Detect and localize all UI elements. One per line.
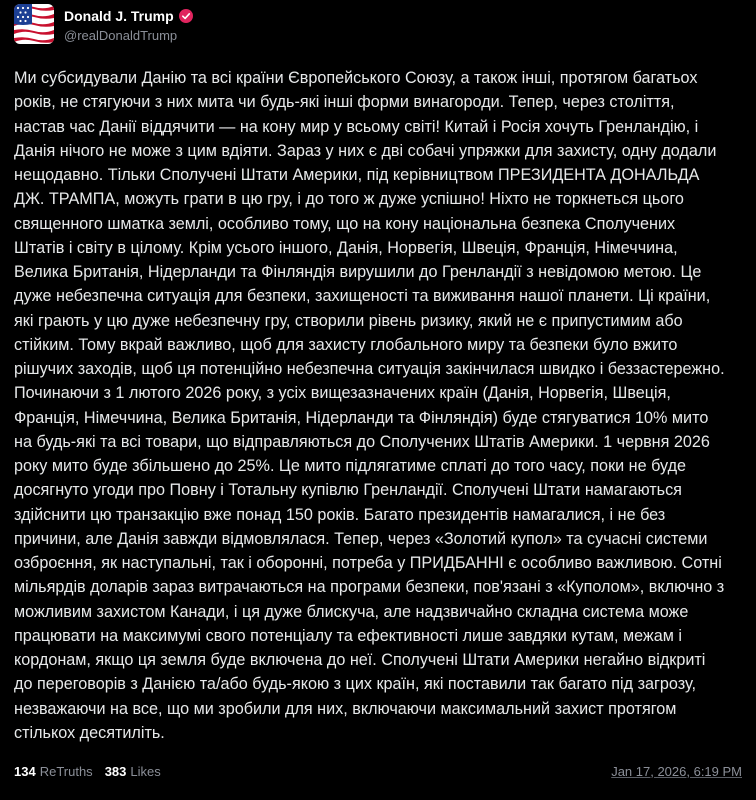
post-footer bbox=[14, 761, 742, 781]
author-info bbox=[64, 6, 193, 43]
retruths-stat[interactable] bbox=[14, 764, 93, 779]
likes-label: Likes bbox=[130, 763, 161, 779]
author-display-name[interactable]: Donald J. Trump bbox=[64, 7, 174, 24]
avatar-flag-icon bbox=[14, 4, 54, 44]
post-timestamp[interactable]: Jan 17, 2026, 6:19 PM bbox=[611, 763, 742, 779]
author-name-row bbox=[64, 6, 193, 26]
retruths-count: 134 bbox=[14, 763, 36, 779]
avatar[interactable] bbox=[14, 4, 54, 44]
author-handle[interactable]: @realDonaldTrump bbox=[64, 27, 178, 43]
likes-stat[interactable] bbox=[105, 764, 161, 779]
likes-count: 383 bbox=[104, 763, 127, 779]
retruths-label: ReTruths bbox=[39, 763, 93, 779]
post-header bbox=[14, 4, 193, 44]
post-text: Ми субсидували Данію та всі країни Європейського Союзу, а також інші, протягом багатьох років, не стягуючи з них мита чи будь-які інші форми винагороди. Тепер, через століття, настав час Данії віддячити — на кону мир у всьому світі! Китай і Росія хочуть Гренландію, і Данія нічого не може з цим вдіяти. Зараз у них є дві собачі упряжки для захисту, одну додали нещодавно. Тільки Сполучені Штати Америки, під керівництвом ПРЕЗИДЕНТА ДОНАЛЬДА ДЖ. ТРАМПА, можуть грати в цю гру, і до того ж дуже успішно! Ніхто не торкнеться цього священного шматка землі, особливо тому, що на кону національна безпека Сполучених Штатів і світу в цілому. Крім усього іншого, Данія, Норвегія, Швеція, Франція, Німеччина, Велика Британія, Нідерланди та Фінляндія вирушили до Гренландії з невідомою метою. Це дуже небезпечна ситуація для безпеки, захищеності та виживання нашої планети. Ці країни, які грають у цю дуже небезпечну гру, створили рівень ризику, який не є припустимим або стійким. Тому вкрай важливо, щоб для захисту глобального миру та безпеки було вжито рішучих заходів, щоб ця потенційно небезпечна ситуація закінчилася швидко і беззастережно. Починаючи з 1 лютого 2026 року, з усіх вищезазначених країн (Данія, Норвегія, Швеція, Франція, Німеччина, Велика Британія, Нідерланди та Фінляндія) буде стягуватися 10% мито на будь-які та всі товари, що відправляються до Сполучених Штатів Америки. 1 червня 2026 року мито буде збільшено до 25%. Це мито підлягатиме сплаті до того часу, поки не буде досягнуто угоди про Повну і Тотальну купівлю Гренландії. Сполучені Штати намагаються здійснити цю транзакцію вже понад 150 років. Багато президентів намагалися, і не без причини, але Данія завжди відмовлялася. Тепер, через «Золотий купол» та сучасні системи озброєння, як наступальні, так і оборонні, потреба у ПРИДБАННІ є особливо важливою. Сотні мільярдів доларів зараз витрачаються на програми безпеки, пов'язані з «Куполом», включно з можливим захистом Канади, і ця дуже блискуча, але надзвичайно складна система може працювати на максимумі свого потенціалу та ефективності лише завдяки кутам, межам і кордонам, якщо ця земля буде включена до неї. Сполучені Штати Америки негайно відкриті до переговорів з Данією та/або будь-якою з цих країн, які поставили так багато під загрозу, незважаючи на все, що ми зробили для них, включаючи максимальний захист протягом стількох десятиліть. bbox=[14, 69, 725, 742]
verified-badge-icon bbox=[179, 9, 193, 23]
